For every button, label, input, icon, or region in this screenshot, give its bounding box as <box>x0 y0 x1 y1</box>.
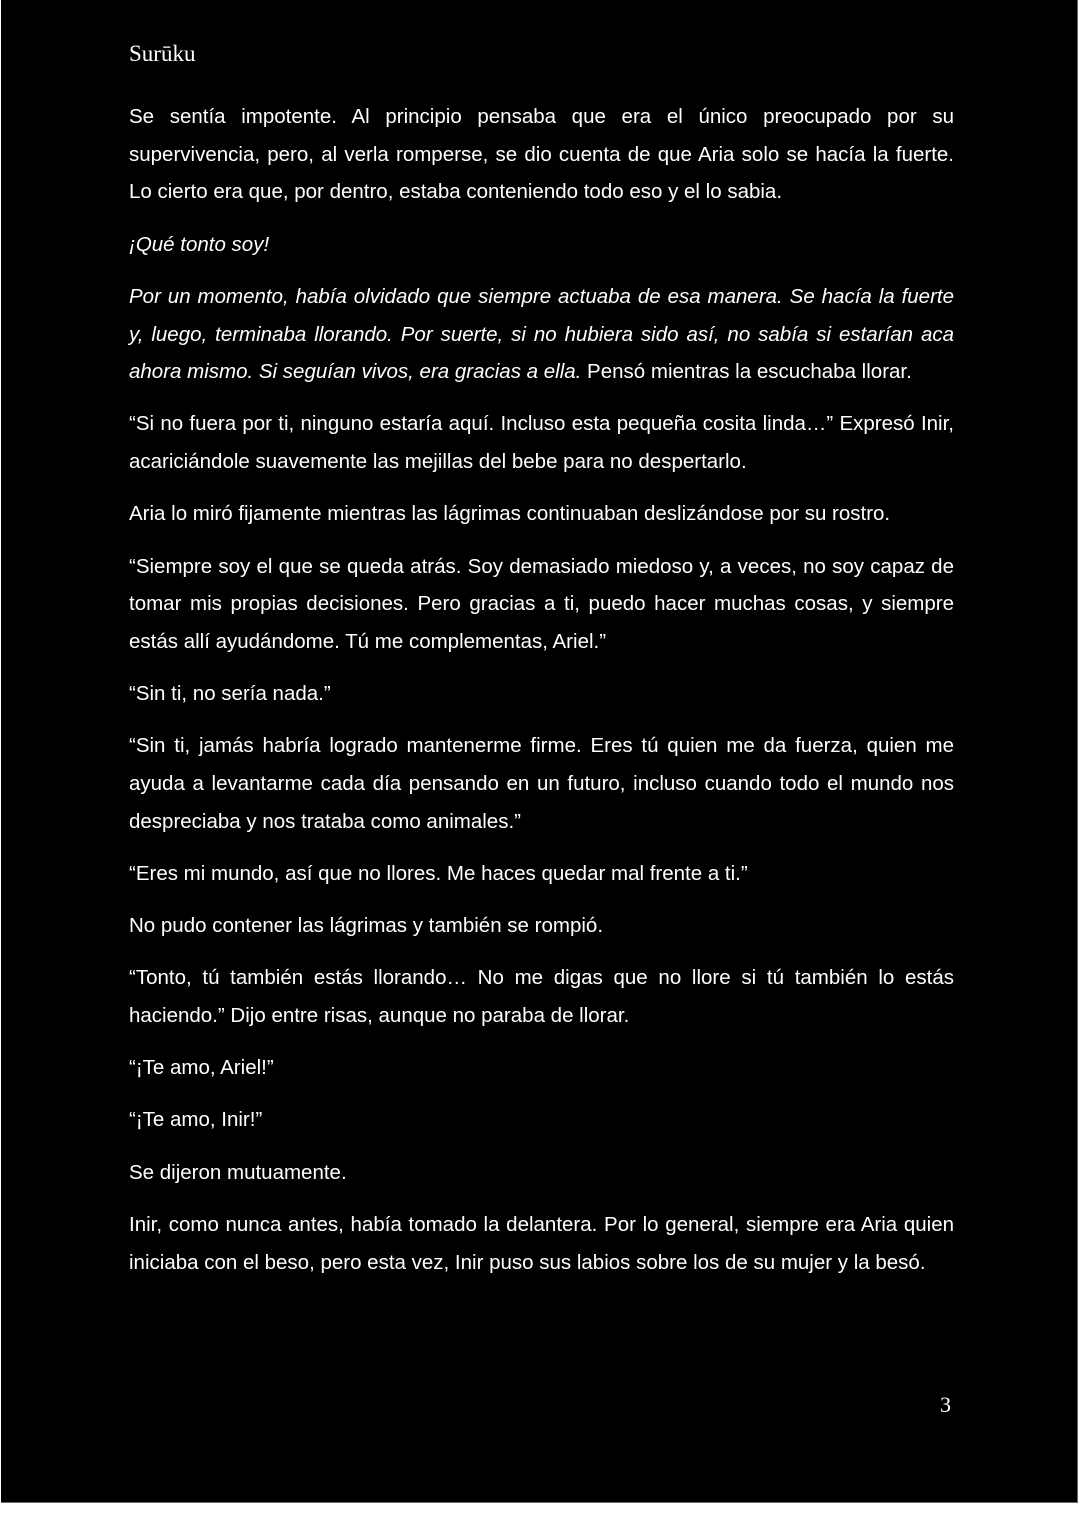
page-number: 3 <box>940 1392 951 1417</box>
paragraph: “Eres mi mundo, así que no llores. Me haces quedar mal frente a ti.” <box>129 861 748 885</box>
paragraph: “Sin ti, jamás habría logrado mantenerme firme. Eres tú quien me da fuerza, quien me ayuda a levantarme cada día pensando en un futuro, incluso cuando todo el mundo nos despreciaba y nos trataba como animales.” <box>129 734 954 833</box>
paragraph: “¡Te amo, Inir!” <box>129 1108 263 1132</box>
paragraph: Por un momento, había olvidado que siempre actuaba de esa manera. Se hacía la fuerte y, luego, terminaba llorando. Por suerte, si no hubiera sido así, no sabía si estarían aca ahora mismo. Si seguían vivos, era gracias a ella. Pensó mientras la escuchaba llorar. <box>129 284 954 384</box>
running-header: Surūku <box>129 41 196 66</box>
paragraph: “Sin ti, no sería nada.” <box>129 682 331 706</box>
paragraph: Se sentía impotente. Al principio pensaba que era el único preocupado por su supervivencia, pero, al verla romperse, se dio cuenta de que Aria solo se hacía la fuerte. Lo cierto era que, por dentro, estaba conteniendo todo eso y el lo sabia. <box>129 105 954 204</box>
paragraph: “Siempre soy el que se queda atrás. Soy demasiado miedoso y, a veces, no soy capaz de tomar mis propias decisiones. Pero gracias a ti, puedo hacer muchas cosas, y siempre estás allí ayudándome. Tú me complementas, Ariel.” <box>129 554 954 653</box>
paragraph: “Si no fuera por ti, ninguno estaría aquí. Incluso esta pequeña cosita linda…” Expresó Inir, acariciándole suavemente las mejillas del bebe para no despertarlo. <box>129 412 954 474</box>
paragraph: Inir, como nunca antes, había tomado la delantera. Por lo general, siempre era Aria quien iniciaba con el beso, pero esta vez, Inir puso sus labios sobre los de su mujer y la besó. <box>129 1212 954 1274</box>
paragraph: “Tonto, tú también estás llorando… No me digas que no llore si tú también lo estás haciendo.” Dijo entre risas, aunque no paraba de llorar. <box>129 966 954 1028</box>
paragraph: No pudo contener las lágrimas y también se rompió. <box>129 914 604 938</box>
paragraph: Se dijeron mutuamente. <box>129 1160 347 1184</box>
document-page <box>1 0 1078 1503</box>
paragraph: Aria lo miró fijamente mientras las lágrimas continuaban deslizándose por su rostro. <box>129 502 891 526</box>
paragraph: ¡Qué tonto soy! <box>129 232 270 256</box>
body-text <box>129 98 954 1296</box>
paragraph: “¡Te amo, Ariel!” <box>129 1056 274 1080</box>
